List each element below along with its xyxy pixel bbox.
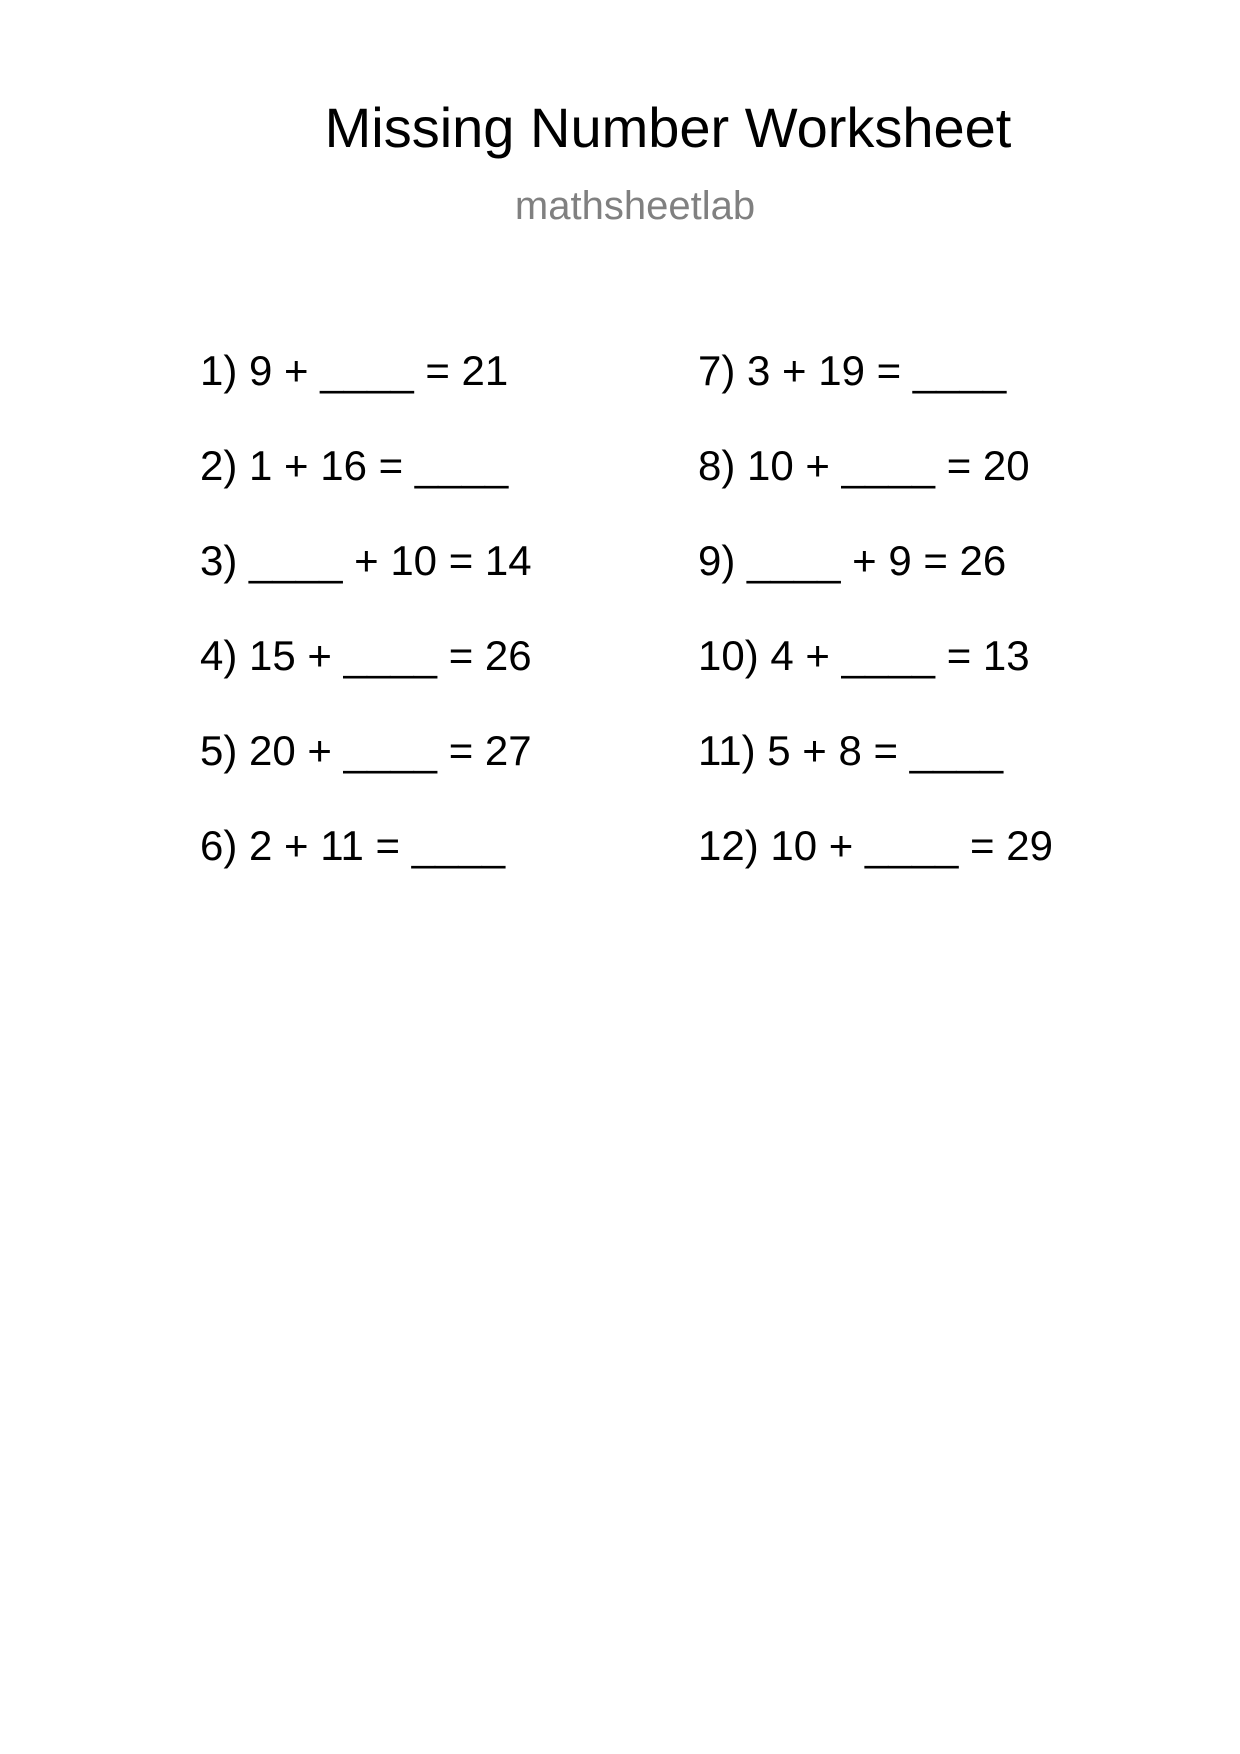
problem-3: 3) ____ + 10 = 14 [200, 537, 532, 584]
problem-11: 11) 5 + 8 = ____ [698, 727, 1004, 774]
problem-1: 1) 9 + ____ = 21 [200, 347, 509, 394]
problem-4: 4) 15 + ____ = 26 [200, 632, 532, 679]
problem-2: 2) 1 + 16 = ____ [200, 442, 509, 489]
worksheet-subtitle: mathsheetlab [514, 184, 756, 228]
problem-10: 10) 4 + ____ = 13 [698, 632, 1030, 679]
problems-column-right [698, 347, 1053, 917]
worksheet-title: Missing Number Worksheet [324, 96, 1012, 159]
problem-6: 6) 2 + 11 = ____ [200, 822, 506, 869]
problems-column-left [200, 347, 532, 917]
problem-5: 5) 20 + ____ = 27 [200, 727, 532, 774]
problem-12: 12) 10 + ____ = 29 [698, 822, 1053, 869]
problem-8: 8) 10 + ____ = 20 [698, 442, 1030, 489]
problem-9: 9) ____ + 9 = 26 [698, 537, 1007, 584]
problem-7: 7) 3 + 19 = ____ [698, 347, 1007, 394]
